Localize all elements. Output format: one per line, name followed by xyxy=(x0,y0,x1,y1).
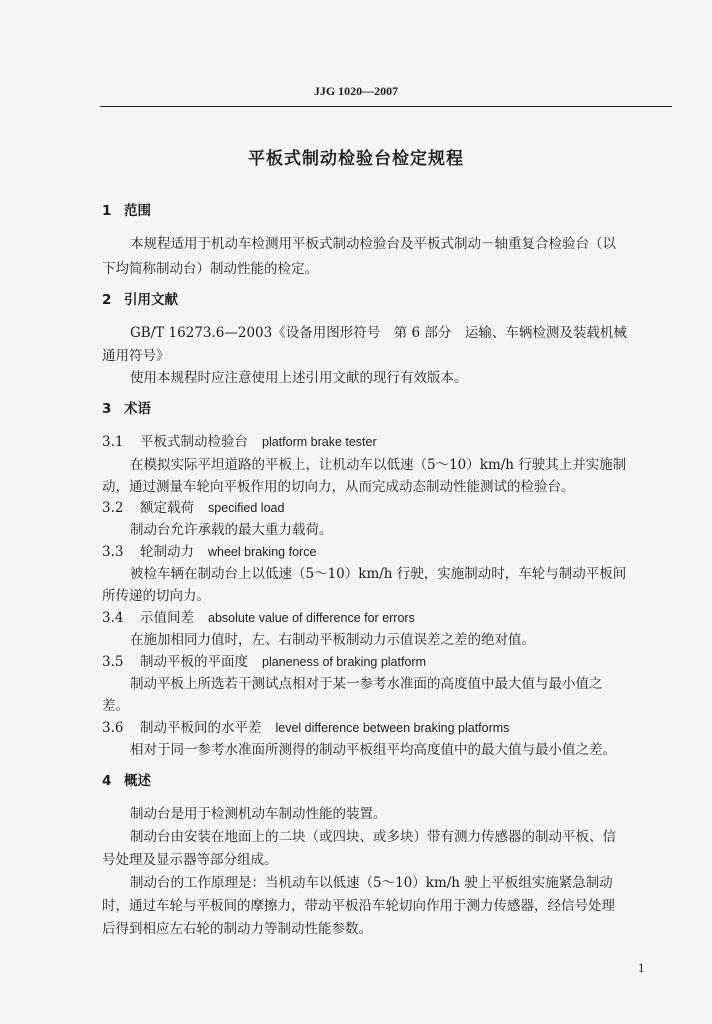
paragraph-line: 制动台允许承载的最大重力载荷。 xyxy=(130,522,333,538)
term-3-3: 3.3 轮制动力 wheel braking force xyxy=(102,544,317,560)
document-title: 平板式制动检验台检定规程 xyxy=(248,149,464,169)
page-number: 1 xyxy=(638,960,645,975)
paragraph-line: 制动台由安装在地面上的二块（或四块、或多块）带有测力传感器的制动平板、信 xyxy=(130,829,616,845)
paragraph-line: 所传递的切向力。 xyxy=(102,588,210,604)
section-2-heading xyxy=(102,291,672,309)
paragraph-line: 差。 xyxy=(102,698,129,714)
paragraph-line: 在施加相同力值时，左、右制动平板制动力示值误差之差的绝对值。 xyxy=(130,632,535,648)
paragraph-line: 制动台的工作原理是：当机动车以低速（5～10）km/h 驶上平板组实施紧急制动 xyxy=(130,875,613,891)
section-title: 范围 xyxy=(124,203,151,219)
term-3-6: 3.6 制动平板间的水平差 level difference between braking platforms xyxy=(102,720,510,736)
section-3-heading xyxy=(102,400,672,418)
paragraph-line: 后得到相应左右轮的制动力等制动性能参数。 xyxy=(102,921,372,937)
term-3-2: 3.2 额定载荷 specified load xyxy=(102,500,285,516)
paragraph-line: 号处理及显示器等部分组成。 xyxy=(102,852,278,868)
paragraph-line: 时，通过车轮与平板间的摩擦力，带动平板沿车轮切向作用于测力传感器，经信号处理 xyxy=(102,898,615,914)
section-title: 引用文献 xyxy=(124,292,178,308)
paragraph-line: 下均简称制动台）制动性能的检定。 xyxy=(102,261,318,277)
standard-code: JJG 1020—2007 xyxy=(313,84,399,98)
term-3-1: 3.1 平板式制动检验台 platform brake tester xyxy=(102,434,377,450)
paragraph-line: 通用符号》 xyxy=(102,348,170,364)
section-1-heading xyxy=(102,202,672,220)
paragraph-line: GB/T 16273.6—2003《设备用图形符号 第 6 部分 运输、车辆检测及装载机械 xyxy=(130,325,627,341)
section-number: 2 xyxy=(102,292,112,308)
paragraph-line: 制动平板上所选若干测试点相对于某一参考水准面的高度值中最大值与最小值之 xyxy=(130,676,603,692)
paragraph-line: 本规程适用于机动车检测用平板式制动检验台及平板式制动－轴重复合检验台（以 xyxy=(130,236,616,252)
section-4-heading xyxy=(102,772,672,790)
section-number: 1 xyxy=(102,203,112,219)
section-title: 概述 xyxy=(124,773,151,789)
paragraph-line: 在模拟实际平坦道路的平板上，让机动车以低速（5～10）km/h 行驶其上并实施制 xyxy=(130,457,627,473)
paragraph-line: 相对于同一参考水准面所测得的制动平板组平均高度值中的最大值与最小值之差。 xyxy=(130,742,616,758)
paragraph-line: 被检车辆在制动台上以低速（5～10）km/h 行驶，实施制动时，车轮与制动平板间 xyxy=(130,566,627,582)
paragraph-line: 使用本规程时应注意使用上述引用文献的现行有效版本。 xyxy=(130,370,468,386)
section-number: 4 xyxy=(102,773,112,789)
section-number: 3 xyxy=(102,401,112,417)
paragraph-line: 制动台是用于检测机动车制动性能的装置。 xyxy=(130,806,387,822)
term-3-4: 3.4 示值间差 absolute value of difference for errors xyxy=(102,610,415,626)
paragraph-line: 动，通过测量车轮向平板作用的切向力，从而完成动态制动性能测试的检验台。 xyxy=(102,479,575,495)
section-title: 术语 xyxy=(124,401,151,417)
header-divider xyxy=(100,106,672,107)
term-3-5: 3.5 制动平板的平面度 planeness of braking platform xyxy=(102,654,426,670)
